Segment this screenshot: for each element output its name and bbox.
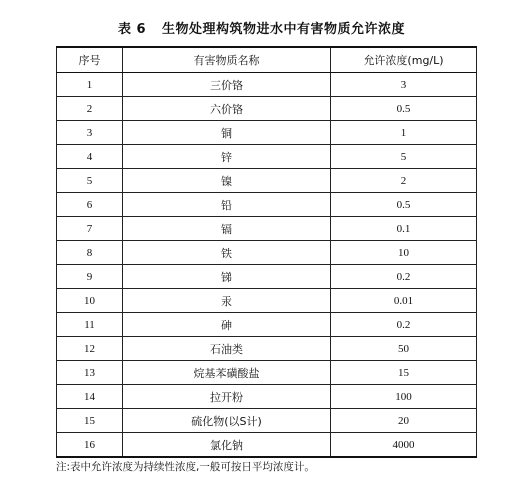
cell-allowed-concentration: 0.1	[331, 217, 477, 241]
cell-substance-name: 三价铬	[123, 73, 331, 97]
table-row	[57, 193, 477, 217]
table-row	[57, 313, 477, 337]
cell-allowed-concentration: 5	[331, 145, 477, 169]
cell-no: 4	[57, 145, 123, 169]
cell-no: 1	[57, 73, 123, 97]
header-row	[57, 47, 477, 73]
cell-allowed-concentration: 15	[331, 361, 477, 385]
cell-allowed-concentration: 2	[331, 169, 477, 193]
table-row	[57, 73, 477, 97]
cell-no: 6	[57, 193, 123, 217]
cell-allowed-concentration: 0.2	[331, 313, 477, 337]
cell-no: 2	[57, 97, 123, 121]
cell-substance-name: 铅	[123, 193, 331, 217]
cell-allowed-concentration: 0.5	[331, 193, 477, 217]
cell-substance-name: 镍	[123, 169, 331, 193]
table-row	[57, 409, 477, 433]
column-header-name: 有害物质名称	[123, 47, 331, 73]
table-row	[57, 265, 477, 289]
cell-substance-name: 汞	[123, 289, 331, 313]
cell-substance-name: 铁	[123, 241, 331, 265]
cell-allowed-concentration: 0.2	[331, 265, 477, 289]
table-row	[57, 337, 477, 361]
cell-substance-name: 六价铬	[123, 97, 331, 121]
table-row	[57, 97, 477, 121]
cell-no: 12	[57, 337, 123, 361]
cell-substance-name: 氯化钠	[123, 433, 331, 458]
table-row	[57, 385, 477, 409]
table-row	[57, 169, 477, 193]
cell-no: 3	[57, 121, 123, 145]
cell-no: 7	[57, 217, 123, 241]
cell-substance-name: 烷基苯磺酸盐	[123, 361, 331, 385]
table-note: 注:表中允许浓度为持续性浓度,一般可按日平均浓度计。	[56, 461, 315, 473]
cell-allowed-concentration: 4000	[331, 433, 477, 458]
table-number: 表 6	[117, 22, 147, 37]
table-header	[57, 47, 477, 73]
cell-substance-name: 铜	[123, 121, 331, 145]
cell-allowed-concentration: 3	[331, 73, 477, 97]
hazardous-substances-table	[56, 46, 477, 458]
cell-no: 16	[57, 433, 123, 458]
cell-no: 8	[57, 241, 123, 265]
column-header-limit: 允许浓度(mg/L)	[331, 47, 477, 73]
cell-no: 15	[57, 409, 123, 433]
cell-substance-name: 镉	[123, 217, 331, 241]
cell-substance-name: 锌	[123, 145, 331, 169]
table-row	[57, 433, 477, 458]
cell-substance-name: 硫化物(以S计)	[123, 409, 331, 433]
cell-allowed-concentration: 0.5	[331, 97, 477, 121]
cell-substance-name: 砷	[123, 313, 331, 337]
cell-allowed-concentration: 50	[331, 337, 477, 361]
cell-substance-name: 锑	[123, 265, 331, 289]
table-body	[57, 73, 477, 458]
cell-no: 11	[57, 313, 123, 337]
table-row	[57, 217, 477, 241]
table-caption	[0, 18, 523, 37]
table-row	[57, 289, 477, 313]
cell-substance-name: 拉开粉	[123, 385, 331, 409]
table-row	[57, 241, 477, 265]
cell-allowed-concentration: 10	[331, 241, 477, 265]
table-row	[57, 145, 477, 169]
column-header-no: 序号	[57, 47, 123, 73]
cell-allowed-concentration: 20	[331, 409, 477, 433]
cell-no: 13	[57, 361, 123, 385]
table-row	[57, 121, 477, 145]
cell-no: 9	[57, 265, 123, 289]
cell-no: 5	[57, 169, 123, 193]
cell-substance-name: 石油类	[123, 337, 331, 361]
cell-no: 10	[57, 289, 123, 313]
table-title: 生物处理构筑物进水中有害物质允许浓度	[162, 22, 406, 37]
cell-allowed-concentration: 1	[331, 121, 477, 145]
cell-allowed-concentration: 0.01	[331, 289, 477, 313]
cell-no: 14	[57, 385, 123, 409]
table-row	[57, 361, 477, 385]
cell-allowed-concentration: 100	[331, 385, 477, 409]
